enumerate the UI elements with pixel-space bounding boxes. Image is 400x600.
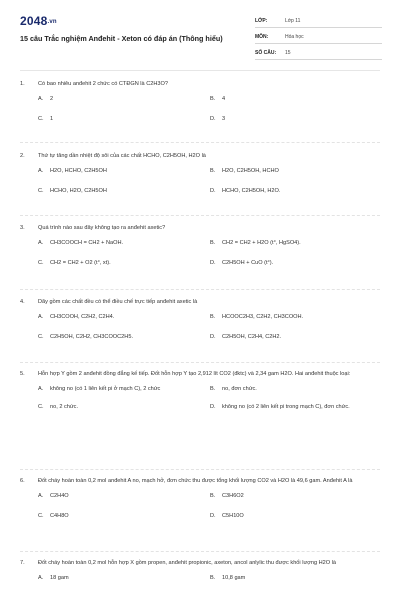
option-a[interactable] [38,385,197,393]
question-text: Đốt cháy hoàn toàn 0,2 mol hỗn hợp X gồm propen, anđehit propionic, axeton, ancol anlylic thu được khối lượng H2O là [38,560,337,566]
option-a[interactable] [38,313,210,321]
option-letter: A. [38,574,44,581]
option-a[interactable] [38,167,210,175]
meta-info [255,14,382,62]
option-c[interactable] [38,259,210,267]
option-text: C2H4O [50,492,69,499]
option-text: HCOOC2H3, C2H2, CH3COOH. [222,313,304,320]
meta-row-subject [255,30,382,44]
question-divider [20,469,380,470]
option-letter: A. [38,239,44,246]
question-divider [20,551,380,552]
option-letter: D. [210,259,216,266]
option-text: CH2 = CH2 + O2 (t°, xt). [50,259,111,266]
option-letter: D. [210,333,216,340]
option-text: C2H5OH, C2H4, C2H2. [222,333,282,340]
options [38,313,382,341]
option-letter: B. [210,313,216,320]
option-d[interactable] [210,512,382,520]
option-text: 10,8 gam [222,574,246,581]
options [38,167,382,195]
option-text: C3H6O2 [222,492,244,499]
logo-tld: .vn [47,18,57,25]
option-letter: C. [38,333,44,340]
option-c[interactable] [38,115,210,123]
option-b[interactable] [210,239,382,247]
option-letter: B. [210,167,216,174]
option-a[interactable] [38,239,210,247]
option-letter: B. [210,574,216,581]
option-letter: C. [38,259,44,266]
option-letter: A. [38,95,44,102]
question-1 [20,80,382,123]
question-number: 3. [20,225,25,231]
option-text: 4 [222,95,226,102]
option-text: CH2 = CH2 + H2O (t°, HgSO4). [222,239,301,246]
meta-value: Lớp 11 [285,17,301,24]
options [38,492,382,520]
option-text: HCHO, C2H5OH, H2O. [222,187,281,194]
option-text: C5H10O [222,512,244,519]
option-d[interactable] [210,187,382,195]
option-letter: B. [210,385,216,392]
option-text: H2O, C2H5OH, HCHO [222,167,279,174]
option-letter: D. [210,187,216,194]
option-letter: B. [210,95,216,102]
question-5 [20,370,382,411]
option-text: H2O, HCHO, C2H5OH [50,167,107,174]
question-number: 4. [20,299,25,305]
option-text: CH3COOCH = CH2 + NaOH. [50,239,124,246]
question-text: Hỗn hợp Y gồm 2 anđehit đồng đẳng kế tiếp. Đốt hỗn hợp Y tạo 2,912 lít CO2 (đktc) và 2,34 gam H2O. Hai anđehit thuộc loại: [38,371,351,377]
option-letter: A. [38,385,44,392]
option-a[interactable] [38,95,210,103]
option-b[interactable] [210,167,382,175]
question-number: 5. [20,371,25,377]
option-letter: D. [210,512,216,519]
question-divider [20,215,380,216]
option-b[interactable] [210,574,382,582]
option-text: no, 2 chức. [50,403,78,410]
option-text: no, đơn chức. [222,385,257,392]
option-letter: D. [210,115,216,122]
site-logo[interactable] [20,14,57,28]
meta-value: 15 [285,49,291,56]
question-divider [20,142,380,143]
option-b[interactable] [210,492,382,500]
question-number: 2. [20,153,25,159]
meta-row-class [255,14,382,28]
option-text: 2 [50,95,54,102]
question-text: Đốt cháy hoàn toàn 0,2 mol anđehit A no, mạch hở, đơn chức thu được tổng khối lượng CO2 và H2O là 49,6 gam. Anđehit A là [38,478,353,484]
meta-value: Hóa học [285,33,304,40]
page-header [20,12,382,62]
logo-text: 2048 [20,14,48,28]
option-letter: B. [210,239,216,246]
question-text: Quá trình nào sau đây không tạo ra anđehit axetic? [38,225,166,231]
options [38,239,382,267]
options [38,385,382,411]
option-c[interactable] [38,333,210,341]
option-letter: D. [210,403,216,410]
option-c[interactable] [38,403,210,411]
options [38,574,382,582]
option-d[interactable] [210,333,382,341]
option-letter: C. [38,512,44,519]
question-divider [20,362,380,363]
option-a[interactable] [38,574,210,582]
option-letter: C. [38,403,44,410]
meta-key: LỚP: [255,17,268,24]
question-number: 1. [20,81,25,87]
option-text: không no (có 1 liên kết pi ở mạch C), 2 chức [50,385,161,392]
option-text: 1 [50,115,54,122]
option-b[interactable] [210,313,382,321]
question-text: Thứ tự tăng dần nhiệt độ sôi của các chất HCHO, C2H5OH, H2O là [38,153,206,159]
question-text: Dãy gồm các chất đều có thể điều chế trực tiếp anđehit axetic là [38,299,198,305]
option-letter: B. [210,492,216,499]
question-3 [20,224,382,267]
header-divider [20,70,380,71]
question-number: 6. [20,478,25,484]
meta-key: MÔN: [255,33,269,40]
option-c[interactable] [38,187,210,195]
option-letter: A. [38,492,44,499]
option-text: 3 [222,115,226,122]
option-text: CH3COOH, C2H2, C2H4. [50,313,115,320]
option-text: 18 gam [50,574,69,581]
option-text: C2H5OH + CuO (t°). [222,259,274,266]
option-d[interactable] [210,403,382,411]
option-a[interactable] [38,492,210,500]
option-text: C4H8O [50,512,69,519]
question-text: Có bao nhiêu anđehit 2 chức có CTĐGN là C2H3O? [38,81,168,87]
options [38,95,382,123]
option-c[interactable] [38,512,210,520]
option-b[interactable] [210,95,382,103]
question-number: 7. [20,560,25,566]
question-divider [20,289,380,290]
option-d[interactable] [210,115,382,123]
meta-row-count [255,46,382,60]
question-2 [20,152,382,195]
option-b[interactable] [210,385,382,393]
question-6 [20,477,382,520]
option-letter: A. [38,167,44,174]
option-letter: A. [38,313,44,320]
question-7 [20,559,382,582]
option-text: không no (có 2 liên kết pi trong mạch C), đơn chức. [222,403,350,410]
question-4 [20,298,382,341]
option-text: C2H5OH, C2H2, CH3COOC2H5. [50,333,133,340]
option-text: HCHO, H2O, C2H5OH [50,187,107,194]
option-d[interactable] [210,259,382,267]
option-letter: C. [38,115,44,122]
meta-key: SỐ CÂU: [255,49,277,56]
document-title: 15 câu Trắc nghiệm Anđehit - Xeton có đáp án (Thông hiểu) [20,34,223,43]
option-letter: C. [38,187,44,194]
